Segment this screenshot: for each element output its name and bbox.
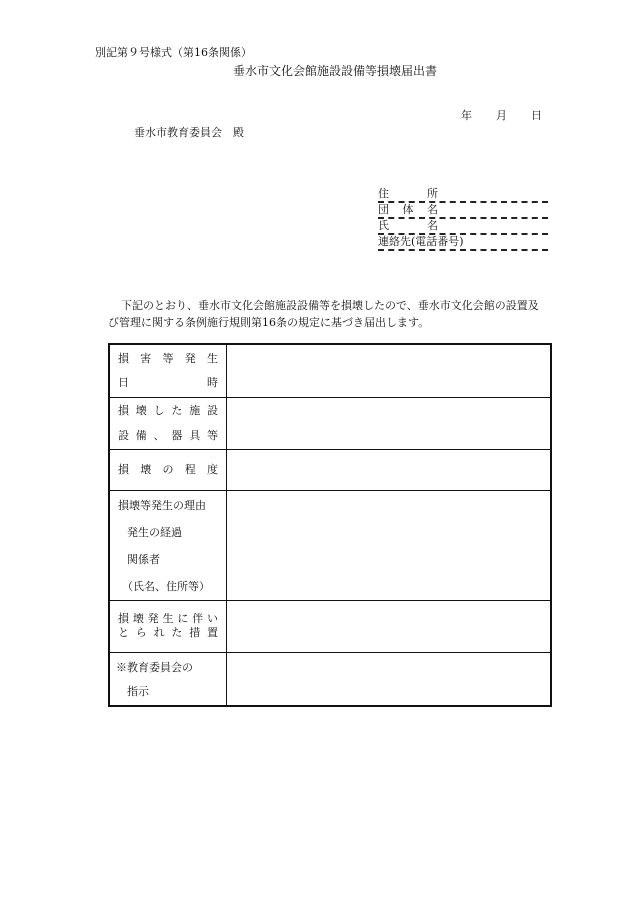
date-year-label: 年 (461, 109, 472, 122)
table-row-damage-reason (110, 491, 550, 601)
damage-reason-value[interactable] (227, 491, 550, 600)
table-row-measures-taken (110, 601, 550, 653)
occurrence-label-line2: 日 時 (118, 376, 218, 389)
label-cell (110, 491, 227, 600)
measures-label-line1: 損 壊 発 生 に 伴 い (118, 612, 218, 625)
damaged-facility-label-line2: 設 備 、 器 具 等 (118, 429, 218, 442)
addressee: 垂水市教育委員会 殿 (134, 126, 244, 139)
contact-underline (378, 249, 548, 251)
measures-label-line2: と ら れ た 措 置 (118, 626, 218, 639)
label-cell (110, 450, 227, 490)
occurrence-label-line1: 損 害 等 発 生 (118, 352, 218, 365)
document-title: 垂水市文化会館施設設備等損壊届出書 (233, 64, 438, 78)
instructions-label: 指示 (127, 685, 149, 698)
label-cell (110, 653, 227, 705)
body-text-line2: び管理に関する条例施行規則第16条の規定に基づき届出します。 (108, 316, 430, 329)
occurrence-course-label: 発生の経過 (127, 526, 182, 539)
board-instructions-label: ※教育委員会の (116, 661, 193, 674)
table-row-board-instructions (110, 653, 550, 705)
damage-extent-value[interactable] (227, 450, 550, 490)
table-row-damaged-facility (110, 398, 550, 450)
table-row-occurrence-datetime (110, 345, 550, 398)
address-label: 住 所 (378, 187, 438, 200)
label-cell (110, 601, 227, 652)
date-month-label: 月 (496, 109, 507, 122)
damage-reason-label: 損壊等発生の理由 (118, 499, 206, 512)
group-name-label: 団 体 名 (378, 203, 438, 216)
occurrence-datetime-value[interactable] (227, 345, 550, 397)
board-instructions-value[interactable] (227, 653, 550, 705)
label-cell (110, 398, 227, 449)
table-row-damage-extent (110, 450, 550, 491)
name-label: 氏 名 (378, 219, 438, 232)
related-persons-label: 関係者 (127, 553, 160, 566)
contact-label: 連絡先(電話番号) (378, 235, 464, 248)
measures-taken-value[interactable] (227, 601, 550, 652)
form-number: 別記第９号様式（第16条関係） (95, 46, 252, 59)
form-table (108, 343, 552, 707)
label-cell (110, 345, 227, 397)
damage-extent-label: 損 壊 の 程 度 (118, 463, 218, 476)
damaged-facility-label-line1: 損 壊 し た 施 設 (118, 404, 218, 417)
damaged-facility-value[interactable] (227, 398, 550, 449)
name-address-note: （氏名、住所等） (122, 580, 210, 593)
body-text-line1: 下記のとおり、垂水市文化会館施設設備等を損壊したので、垂水市文化会館の設置及 (121, 299, 539, 312)
date-day-label: 日 (531, 109, 542, 122)
